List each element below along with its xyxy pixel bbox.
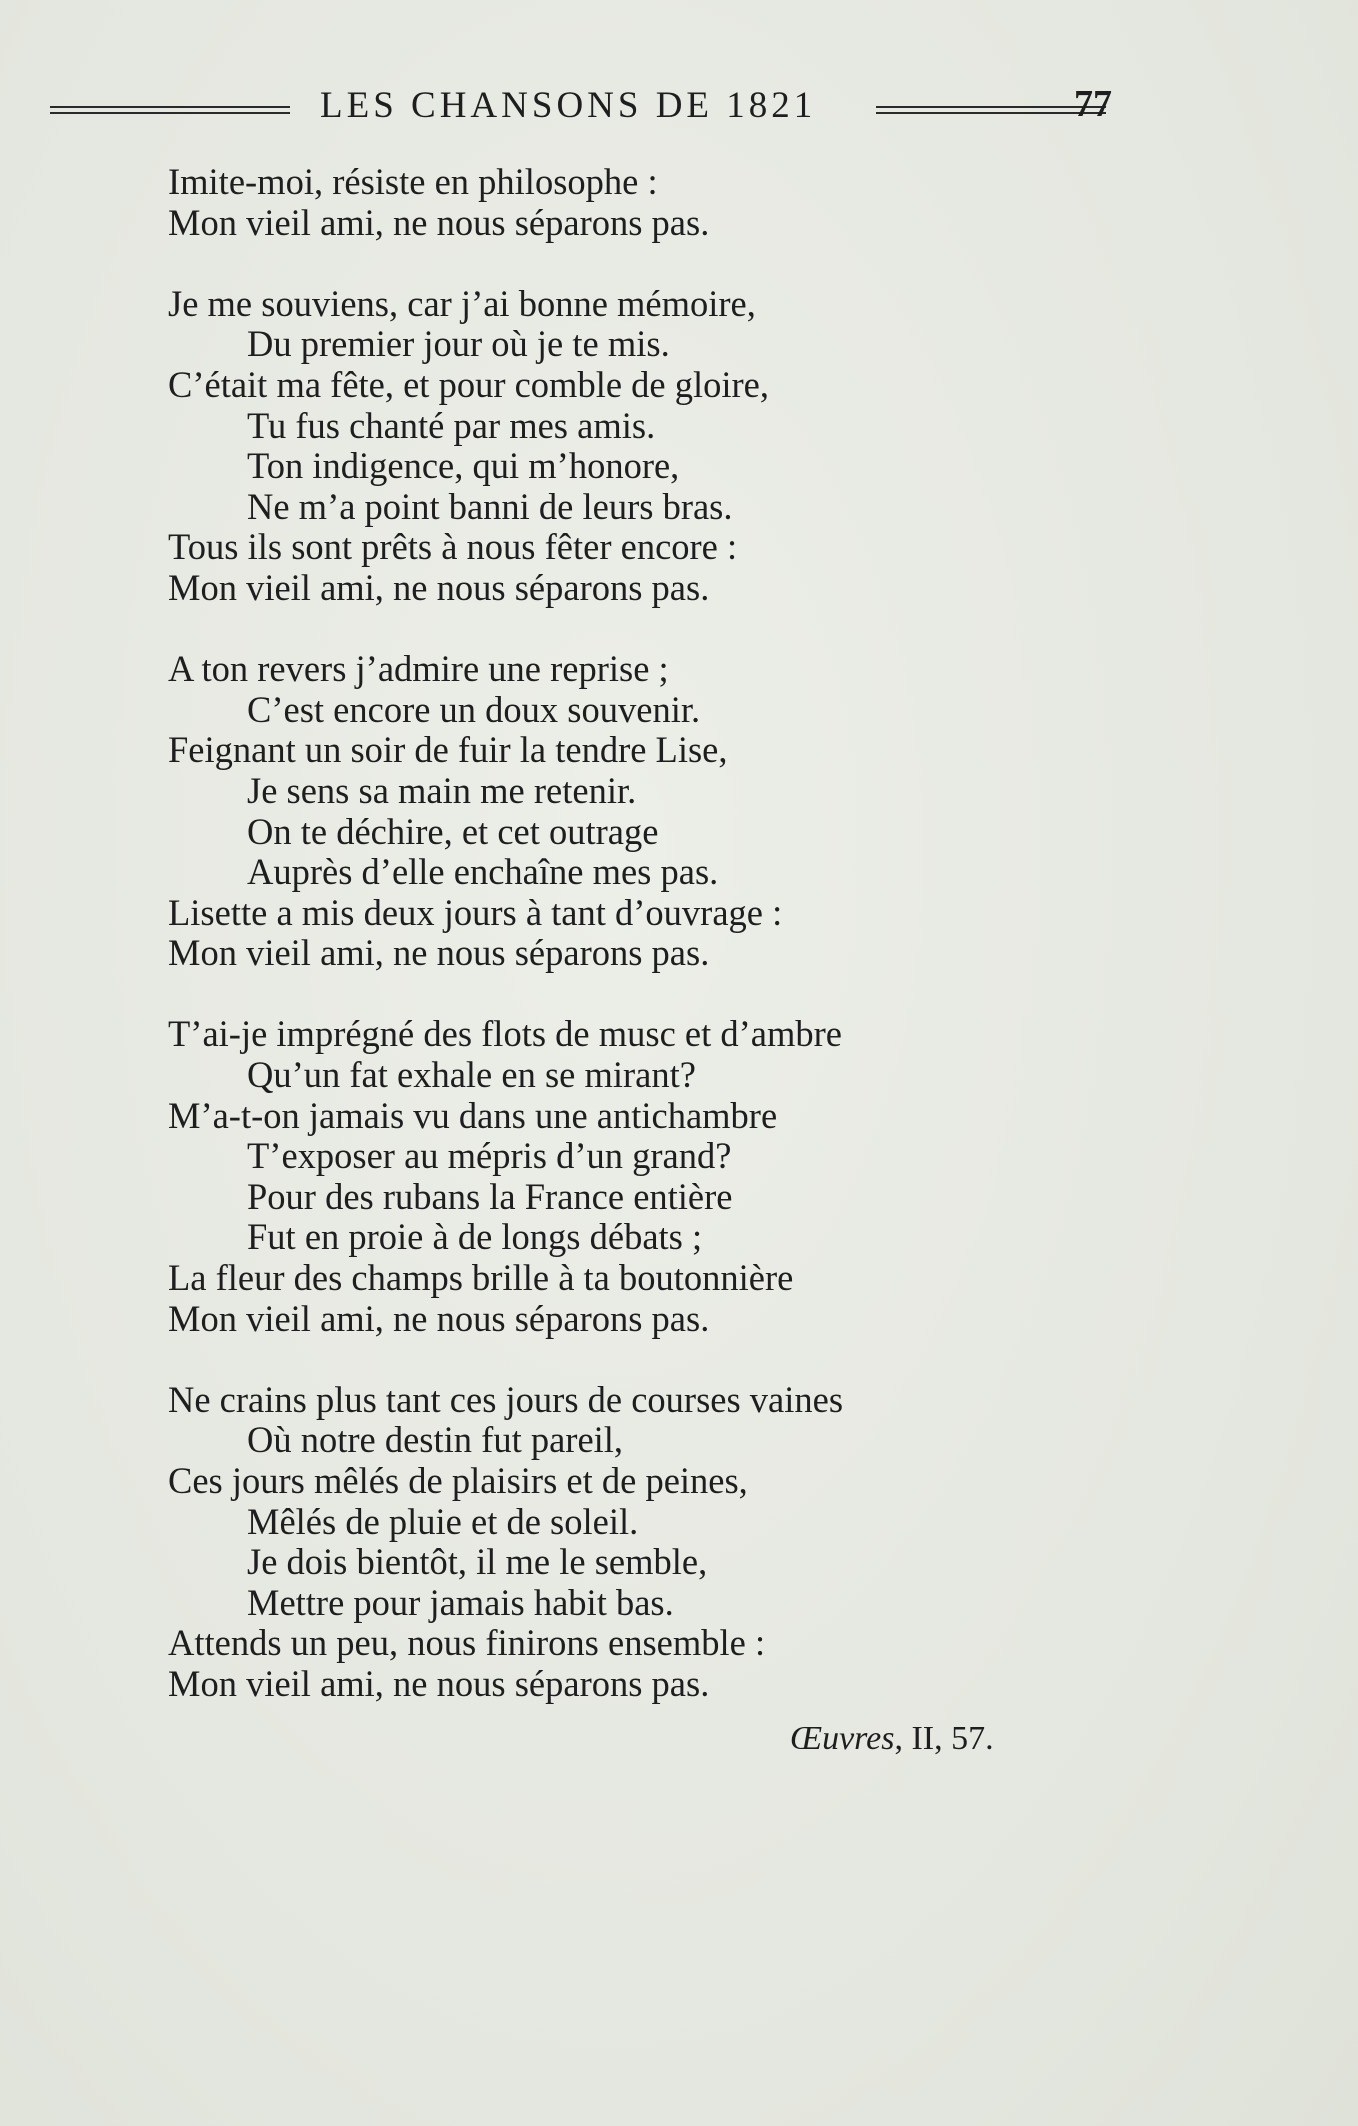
verse-line: C’est encore un doux souvenir.	[247, 688, 701, 730]
running-title: LES CHANSONS DE 1821	[320, 85, 817, 126]
verse-line: Je me souviens, car j’ai bonne mémoire,	[168, 282, 756, 324]
verse-line: Fut en proie à de longs débats ;	[247, 1216, 703, 1258]
verse-line: Lisette a mis deux jours à tant d’ouvrage :	[168, 891, 783, 933]
verse-line: Où notre destin fut pareil,	[247, 1419, 624, 1461]
page-number: 77	[1074, 83, 1112, 125]
verse-line: La fleur des champs brille à ta boutonnière	[168, 1257, 794, 1299]
verse-line: Mon vieil ami, ne nous séparons pas.	[168, 566, 710, 608]
verse-line: Qu’un fat exhale en se mirant?	[247, 1054, 696, 1096]
verse-line: Ne crains plus tant ces jours de courses vaines	[168, 1378, 844, 1420]
verse-line: Ton indigence, qui m’honore,	[247, 445, 680, 487]
verse-line: A ton revers j’admire une reprise ;	[168, 648, 669, 690]
verse-line: Mon vieil ami, ne nous séparons pas.	[168, 932, 710, 974]
verse-line: C’était ma fête, et pour comble de gloire,	[168, 363, 770, 405]
verse-line: Attends un peu, nous finirons ensemble :	[168, 1622, 766, 1664]
citation-work: Œuvres	[790, 1720, 895, 1757]
verse-line: Tu fus chanté par mes amis.	[247, 404, 656, 446]
verse-line: Mettre pour jamais habit bas.	[247, 1581, 674, 1623]
verse-line: Mêlés de pluie et de soleil.	[247, 1500, 639, 1542]
stanza	[168, 284, 1188, 609]
verse-line: Imite-moi, résiste en philosophe :	[168, 161, 658, 202]
verse-line: Je sens sa main me retenir.	[247, 769, 637, 811]
poem-body	[168, 162, 1188, 1745]
verse-line: Mon vieil ami, ne nous séparons pas.	[168, 1662, 710, 1704]
verse-line: T’exposer au mépris d’un grand?	[247, 1135, 732, 1177]
stanza	[168, 649, 1188, 974]
verse-line: T’ai-je imprégné des flots de musc et d’ambre	[168, 1013, 842, 1055]
stanza	[168, 1014, 1188, 1339]
header-rule-left	[50, 106, 290, 114]
header-rule-right	[876, 106, 1106, 114]
running-header	[50, 82, 1120, 126]
verse-line: Mon vieil ami, ne nous séparons pas.	[168, 1297, 710, 1339]
citation-reference: , II, 57.	[894, 1720, 994, 1757]
verse-line: M’a-t-on jamais vu dans une antichambre	[168, 1094, 778, 1136]
verse-line: Du premier jour où je te mis.	[247, 323, 670, 365]
verse-line: Ne m’a point banni de leurs bras.	[247, 485, 733, 527]
citation	[790, 1720, 994, 1758]
verse-line: Je dois bientôt, il me le semble,	[247, 1541, 708, 1583]
stanza	[168, 1380, 1188, 1705]
verse-line: Feignant un soir de fuir la tendre Lise,	[168, 729, 728, 771]
verse-line: Ces jours mêlés de plaisirs et de peines,	[168, 1460, 748, 1501]
verse-line: Auprès d’elle enchaîne mes pas.	[247, 851, 719, 893]
verse-line: Tous ils sont prêts à nous fêter encore :	[168, 526, 738, 568]
verse-line: On te déchire, et cet outrage	[247, 810, 659, 852]
verse-line: Mon vieil ami, ne nous séparons pas.	[168, 201, 710, 243]
verse-line: Pour des rubans la France entière	[247, 1175, 733, 1217]
stanza	[168, 162, 1188, 243]
